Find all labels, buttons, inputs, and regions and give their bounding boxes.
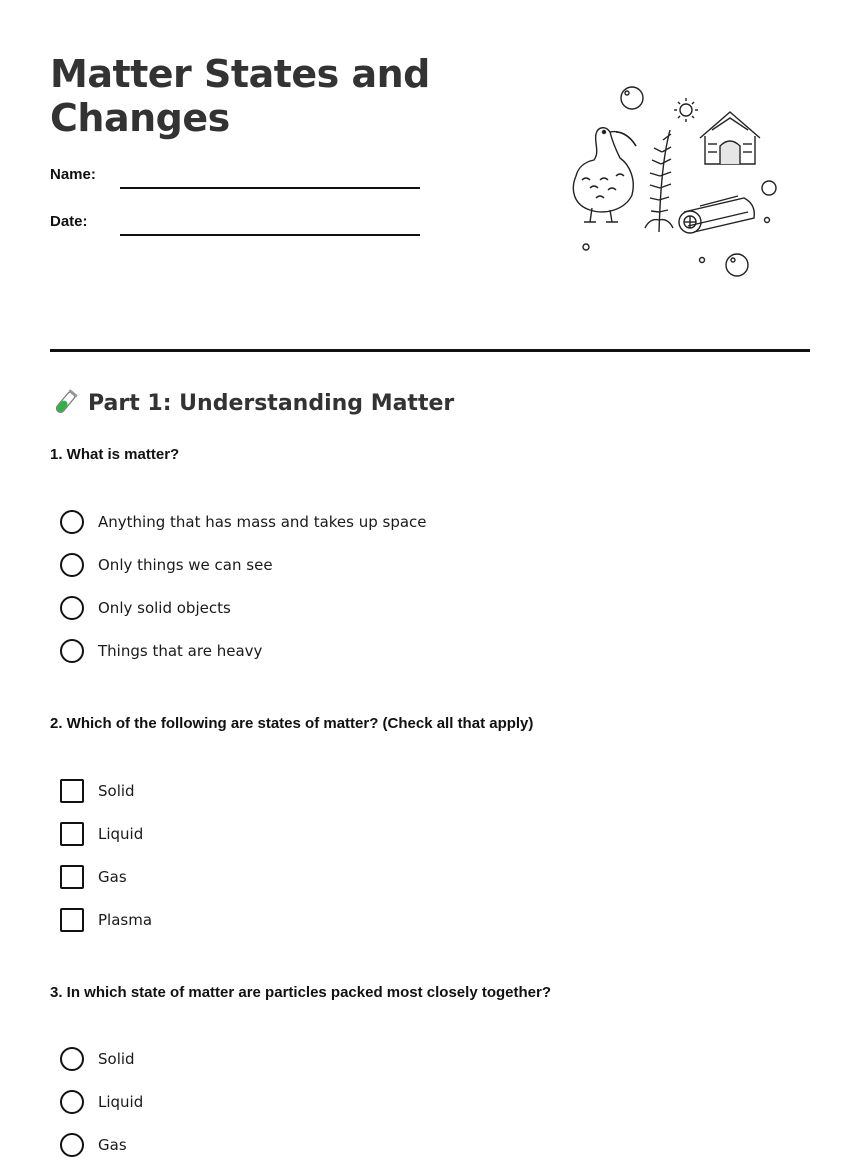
radio-button[interactable] xyxy=(60,1133,84,1157)
worksheet-title: Matter States and Changes xyxy=(50,52,430,140)
question-3: 3. In which state of matter are particles packed most closely together? xyxy=(50,984,551,1001)
option-label: Things that are heavy xyxy=(98,642,263,660)
option-label: Liquid xyxy=(98,825,144,843)
option-label: Gas xyxy=(98,1136,127,1154)
option-label: Plasma xyxy=(98,911,153,929)
part1-heading xyxy=(50,388,454,418)
radio-button[interactable] xyxy=(60,1090,84,1114)
q2-option-1[interactable] xyxy=(60,778,135,804)
option-label: Solid xyxy=(98,782,135,800)
fern-icon xyxy=(645,130,673,232)
checkbox[interactable] xyxy=(60,822,84,846)
header-illustration xyxy=(560,80,800,280)
date-label: Date: xyxy=(50,213,88,230)
radio-button[interactable] xyxy=(60,1047,84,1071)
name-field[interactable] xyxy=(120,187,420,189)
question-2: 2. Which of the following are states of matter? (Check all that apply) xyxy=(50,715,534,732)
q1-option-4[interactable] xyxy=(60,638,262,664)
option-label: Gas xyxy=(98,868,127,886)
q1-option-1[interactable] xyxy=(60,509,427,535)
date-field[interactable] xyxy=(120,234,420,236)
hut-icon xyxy=(700,112,760,164)
option-label: Solid xyxy=(98,1050,135,1068)
sun-icon xyxy=(674,98,698,122)
option-label: Anything that has mass and takes up space xyxy=(98,513,427,531)
radio-button[interactable] xyxy=(60,553,84,577)
q1-option-3[interactable] xyxy=(60,595,231,621)
q2-option-3[interactable] xyxy=(60,864,127,890)
log-pile-icon xyxy=(679,196,754,233)
q2-option-4[interactable] xyxy=(60,907,152,933)
bubble-icons xyxy=(583,87,776,276)
section-divider xyxy=(50,349,810,352)
name-label: Name: xyxy=(50,166,96,183)
q2-option-2[interactable] xyxy=(60,821,143,847)
option-label: Only solid objects xyxy=(98,599,231,617)
option-label: Only things we can see xyxy=(98,556,273,574)
q3-option-3[interactable] xyxy=(60,1132,127,1158)
q3-option-1[interactable] xyxy=(60,1046,135,1072)
q1-option-2[interactable] xyxy=(60,552,273,578)
q3-option-2[interactable] xyxy=(60,1089,143,1115)
option-label: Liquid xyxy=(98,1093,144,1111)
checkbox[interactable] xyxy=(60,865,84,889)
test-tube-icon xyxy=(50,388,80,418)
part1-title: Part 1: Understanding Matter xyxy=(88,390,455,416)
kiwi-bird-icon xyxy=(573,128,636,222)
checkbox[interactable] xyxy=(60,908,84,932)
radio-button[interactable] xyxy=(60,639,84,663)
checkbox[interactable] xyxy=(60,779,84,803)
radio-button[interactable] xyxy=(60,596,84,620)
question-1: 1. What is matter? xyxy=(50,446,180,463)
radio-button[interactable] xyxy=(60,510,84,534)
